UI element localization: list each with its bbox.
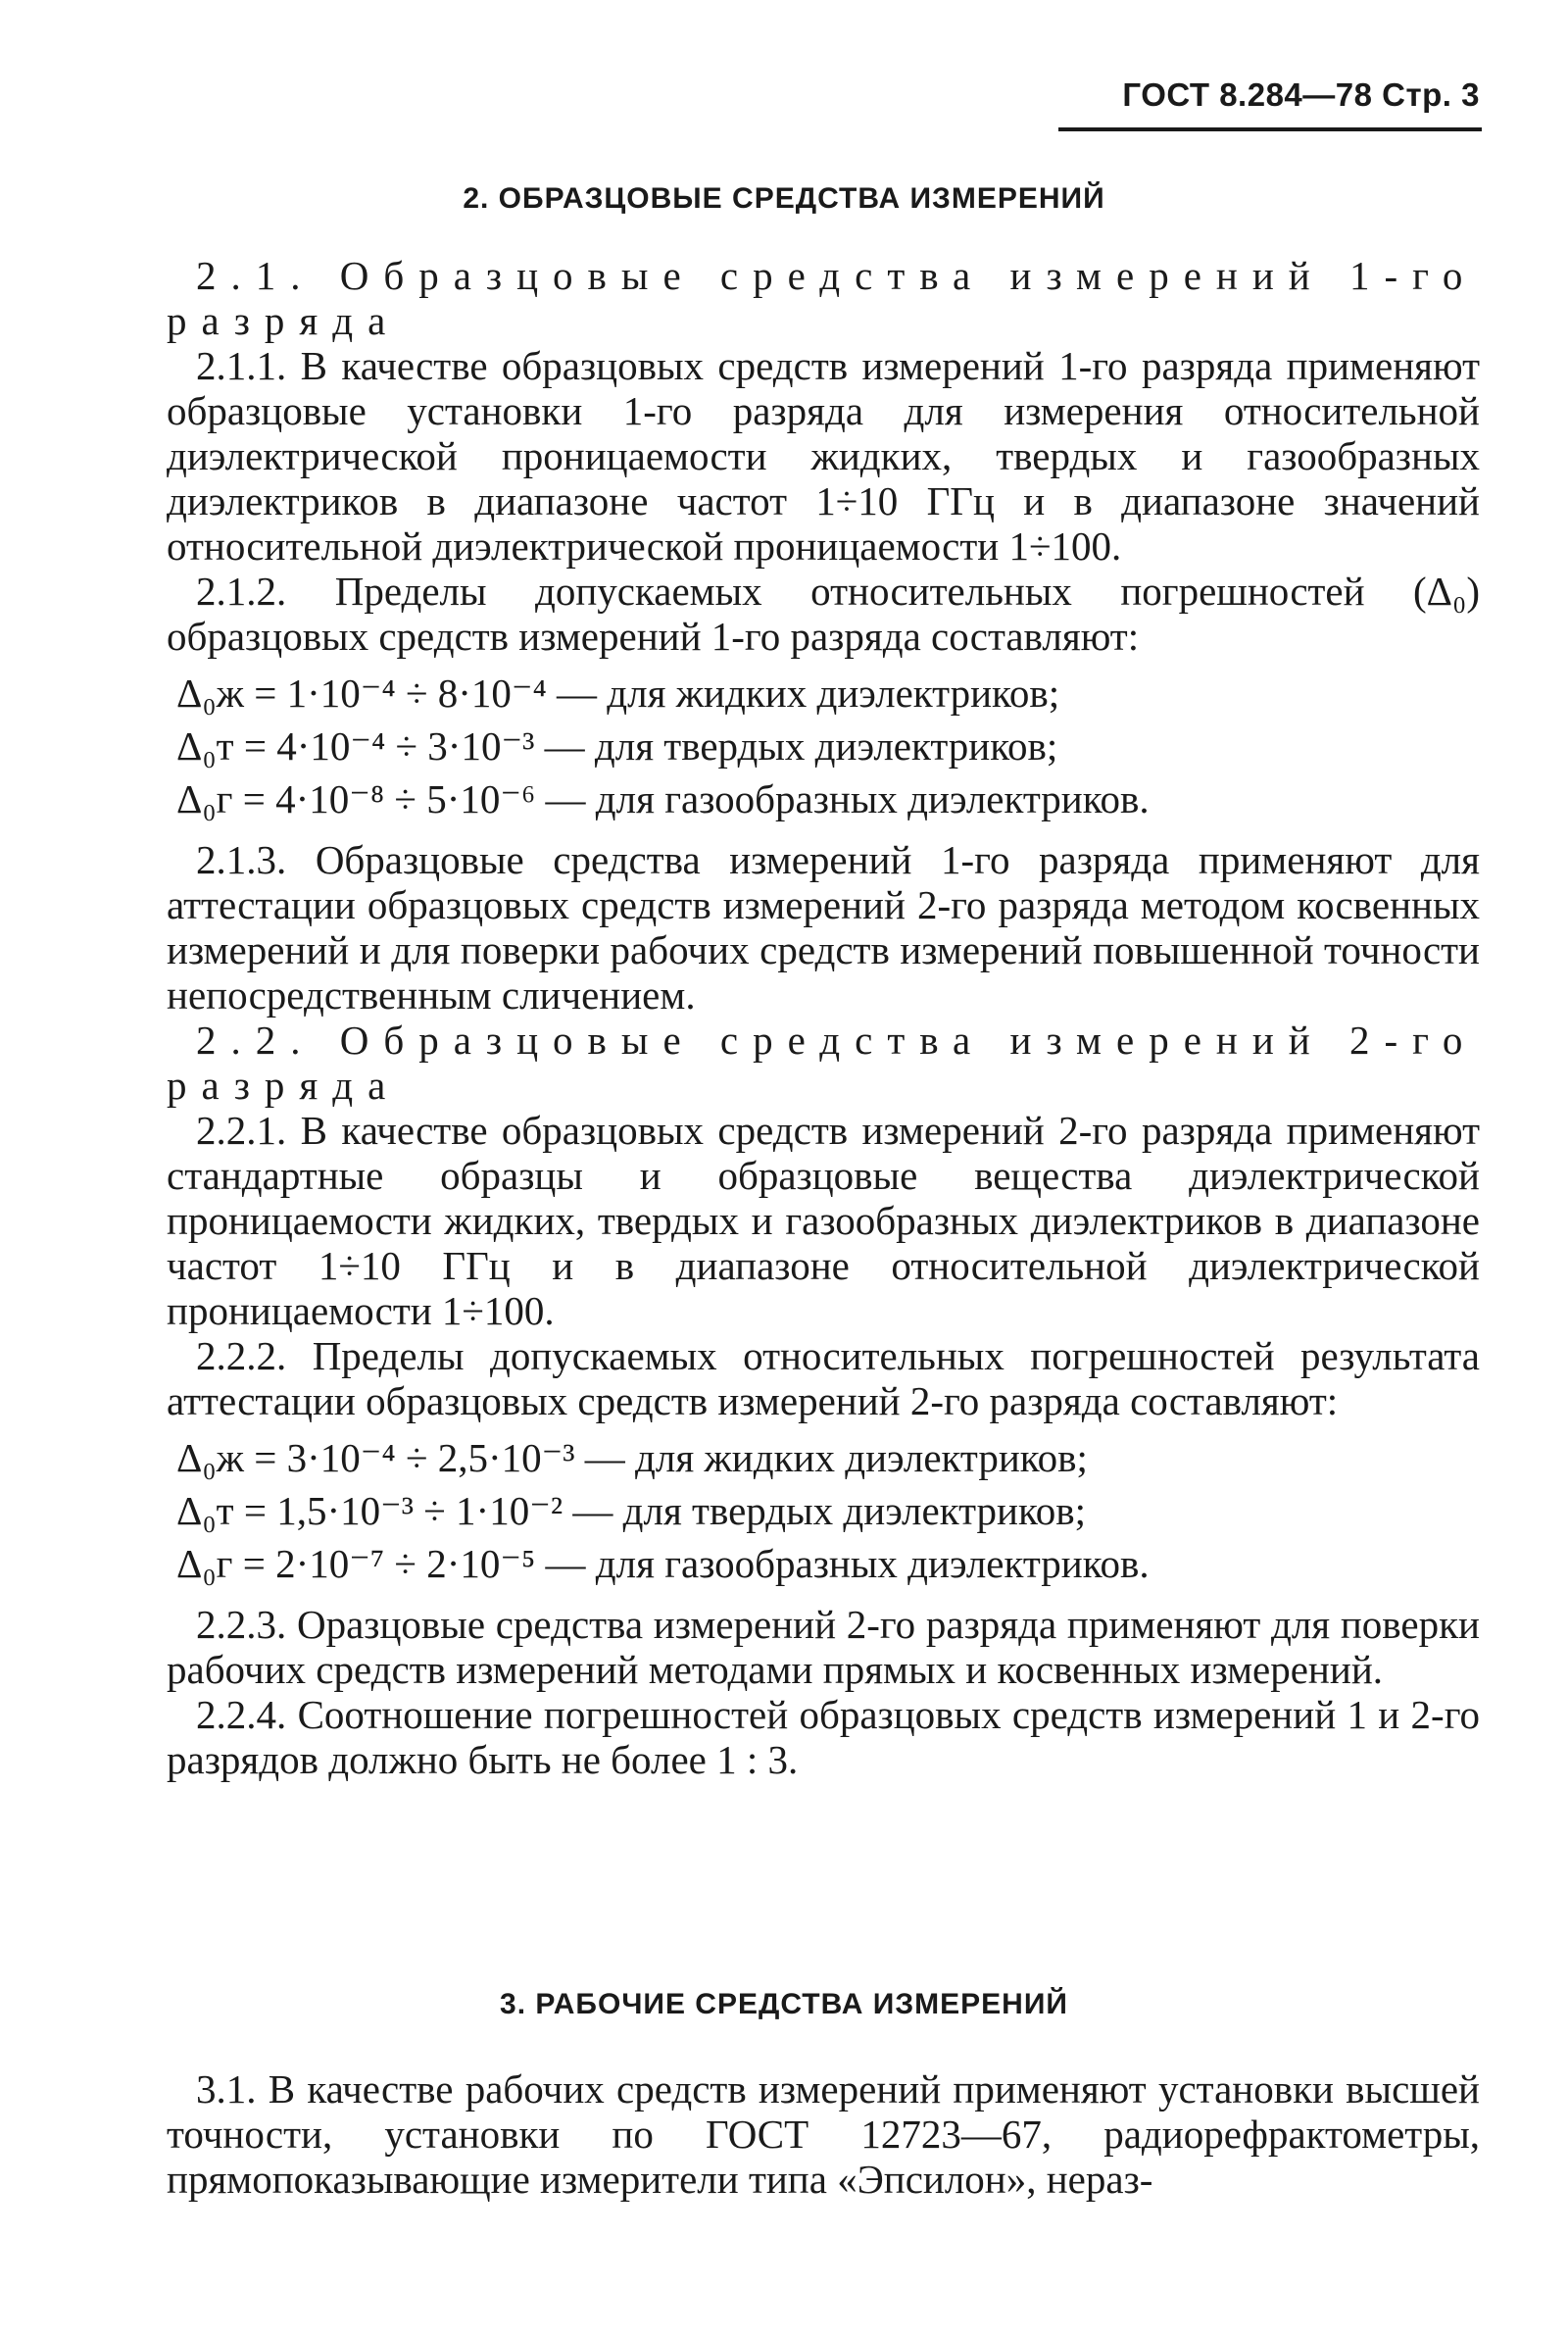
formula-gas-1: Δ₀г = 4·10⁻⁸ ÷ 5·10⁻⁶ — для газообразных диэлектриков. [176, 776, 1150, 821]
paragraph-2-1-3: 2.1.3. Образцовые средства измерений 1-го разряда применяют для аттестации образцовых средств измерений 2-го разряда методом косвенных измерений и для поверки рабочих средств измерений повышенной точности непосредственным сличением. [167, 837, 1480, 1018]
paragraph-2-2-2: 2.2.2. Пределы допускаемых относительных погрешностей результата аттестации образцовых средств измерений 2-го разряда составляют: [167, 1333, 1480, 1423]
formulas-2nd-rank [167, 1431, 1480, 1590]
section-2-body [167, 253, 1480, 1782]
formula-gas-2: Δ₀г = 2·10⁻⁷ ÷ 2·10⁻⁵ — для газообразных диэлектриков. [176, 1541, 1150, 1586]
paragraph-2-2-4: 2.2.4. Соотношение погрешностей образцовых средств измерений 1 и 2-го разрядов должно быть не более 1 : 3. [167, 1692, 1480, 1782]
paragraph-2-1-1: 2.1.1. В качестве образцовых средств измерений 1-го разряда применяют образцовые установки 1-го разряда для измерения относительной диэлектрической проницаемости жидких, твердых и газообразных диэлектриков в диапазоне частот 1÷10 ГГц и в диапазоне значений относительной диэлектрической проницаемости 1÷100. [167, 343, 1480, 569]
paragraph-2-2: 2.2. Образцовые средства измерений 2-го разряда [167, 1018, 1478, 1108]
paragraph-2-2-3: 2.2.3. Оразцовые средства измерений 2-го разряда применяют для поверки рабочих средств измерений методами прямых и косвенных измерений. [167, 1602, 1480, 1692]
paragraph-2-1-2: 2.1.2. Пределы допускаемых относительных погрешностей (Δ₀) образцовых средств измерений 1-го разряда составляют: [167, 569, 1480, 659]
formula-solid-2: Δ₀т = 1,5·10⁻³ ÷ 1·10⁻² — для твердых диэлектриков; [176, 1488, 1087, 1533]
section-2-title: 2. ОБРАЗЦОВЫЕ СРЕДСТВА ИЗМЕРЕНИЙ [463, 182, 1105, 215]
formula-solid-1: Δ₀т = 4·10⁻⁴ ÷ 3·10⁻³ — для твердых диэлектриков; [176, 723, 1058, 769]
formula-liquid-1: Δ₀ж = 1·10⁻⁴ ÷ 8·10⁻⁴ — для жидких диэлектриков; [176, 671, 1060, 716]
formulas-1st-rank [167, 667, 1480, 825]
paragraph-2-2-1: 2.2.1. В качестве образцовых средств измерений 2-го разряда применяют стандартные образцы и образцовые вещества диэлектрической проницаемости жидких, твердых и газообразных диэлектриков в диапазоне частот 1÷10 ГГц и в диапазоне относительной диэлектрической проницаемости 1÷100. [167, 1108, 1480, 1333]
header-rule [1058, 127, 1482, 131]
section-3-body [167, 2066, 1480, 2202]
section-3-title: 3. РАБОЧИЕ СРЕДСТВА ИЗМЕРЕНИЙ [500, 1988, 1068, 2020]
paragraph-3-1: 3.1. В качестве рабочих средств измерений применяют установки высшей точности, установки по ГОСТ 12723—67, радиорефрактометры, прямопоказывающие измерители типа «Эпсилон», нераз- [167, 2066, 1480, 2202]
paragraph-2-1: 2.1. Образцовые средства измерений 1-го разряда [167, 253, 1478, 343]
page-header: ГОСТ 8.284—78 Стр. 3 [1122, 76, 1480, 113]
formula-liquid-2: Δ₀ж = 3·10⁻⁴ ÷ 2,5·10⁻³ — для жидких диэлектриков; [176, 1435, 1088, 1480]
